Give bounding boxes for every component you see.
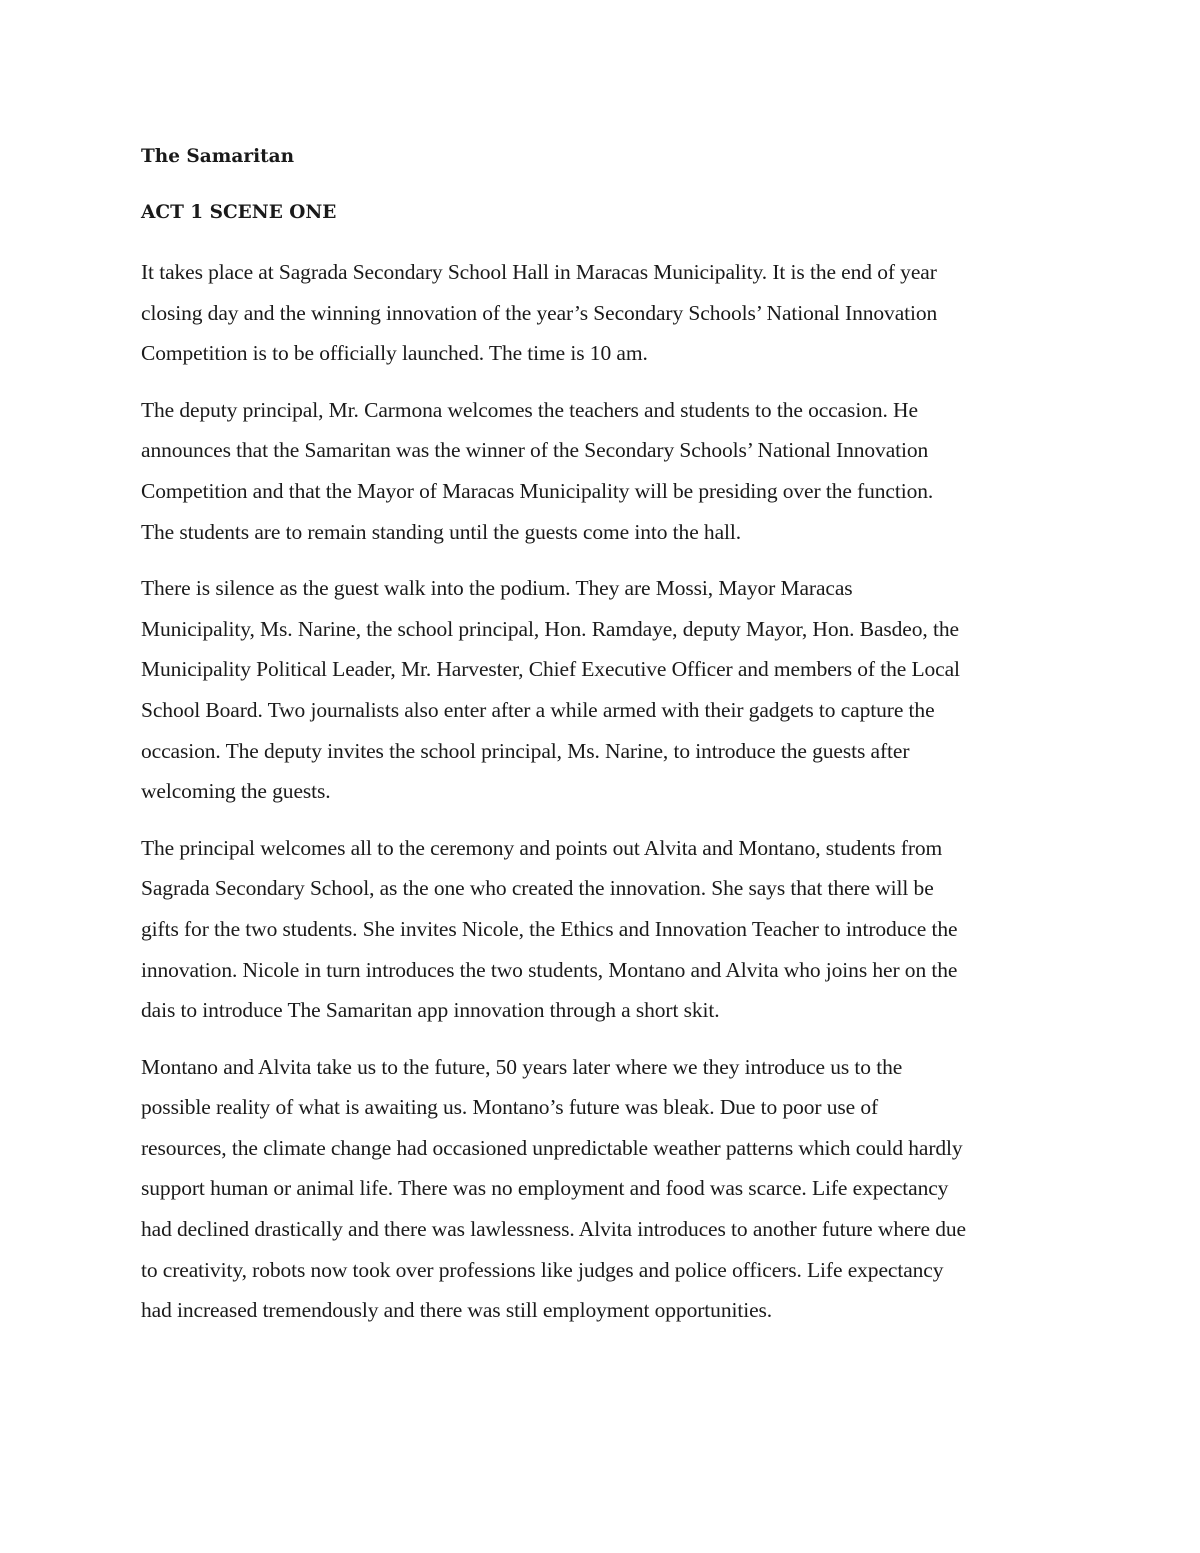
- text-line: Montano and Alvita take us to the future, 50 years later where we they introduce us to the: [141, 1054, 903, 1079]
- paragraph-future: [141, 1047, 1061, 1331]
- text-line: It takes place at Sagrada Secondary School Hall in Maracas Municipality. It is the end of year: [141, 260, 937, 284]
- text-line: Municipality Political Leader, Mr. Harvester, Chief Executive Officer and members of the Local: [141, 657, 960, 682]
- text-line: There is silence as the guest walk into the podium. They are Mossi, Mayor Maracas: [141, 576, 853, 601]
- text-line: innovation. Nicole in turn introduces the two students, Montano and Alvita who joins her on the: [141, 957, 958, 982]
- text-line: Sagrada Secondary School, as the one who created the innovation. She says that there will be: [141, 876, 934, 901]
- text-line: gifts for the two students. She invites Nicole, the Ethics and Innovation Teacher to introduce the: [141, 916, 958, 941]
- text-line: occasion. The deputy invites the school principal, Ms. Narine, to introduce the guests after: [141, 738, 910, 763]
- document-title: The Samaritan: [141, 146, 295, 167]
- text-line: Competition is to be officially launched. The time is 10 am.: [141, 341, 648, 366]
- act-heading: ACT 1 SCENE ONE: [141, 202, 337, 223]
- document-body: [141, 140, 1061, 1347]
- text-line: had declined drastically and there was lawlessness. Alvita introduces to another future where due: [141, 1217, 966, 1242]
- text-line: School Board. Two journalists also enter after a while armed with their gadgets to capture the: [141, 697, 935, 722]
- text-line: Municipality, Ms. Narine, the school principal, Hon. Ramdaye, deputy Mayor, Hon. Basdeo, the: [141, 616, 959, 641]
- text-line: The deputy principal, Mr. Carmona welcomes the teachers and students to the occasion. He: [141, 397, 918, 422]
- text-line: closing day and the winning innovation of the year’s Secondary Schools’ National Innovation: [141, 300, 938, 325]
- text-line: The principal welcomes all to the ceremony and points out Alvita and Montano, students from: [141, 835, 943, 860]
- text-line: Competition and that the Mayor of Maracas Municipality will be presiding over the function.: [141, 478, 934, 503]
- paragraph-setting: [141, 252, 1061, 374]
- text-line: to creativity, robots now took over professions like judges and police officers. Life expectancy: [141, 1257, 944, 1282]
- paragraph-deputy-welcome: [141, 390, 1061, 552]
- text-line: support human or animal life. There was no employment and food was scarce. Life expectancy: [141, 1176, 949, 1201]
- text-line: The students are to remain standing until the guests come into the hall.: [141, 519, 742, 544]
- text-line: dais to introduce The Samaritan app innovation through a short skit.: [141, 998, 720, 1023]
- paragraph-guests: [141, 568, 1061, 812]
- text-line: resources, the climate change had occasioned unpredictable weather patterns which could hardly: [141, 1135, 963, 1160]
- text-line: possible reality of what is awaiting us. Montano’s future was bleak. Due to poor use of: [141, 1095, 879, 1120]
- text-line: welcoming the guests.: [141, 779, 331, 804]
- paragraph-principal: [141, 828, 1061, 1031]
- text-line: had increased tremendously and there was still employment opportunities.: [141, 1298, 773, 1323]
- text-line: announces that the Samaritan was the winner of the Secondary Schools’ National Innovation: [141, 438, 929, 463]
